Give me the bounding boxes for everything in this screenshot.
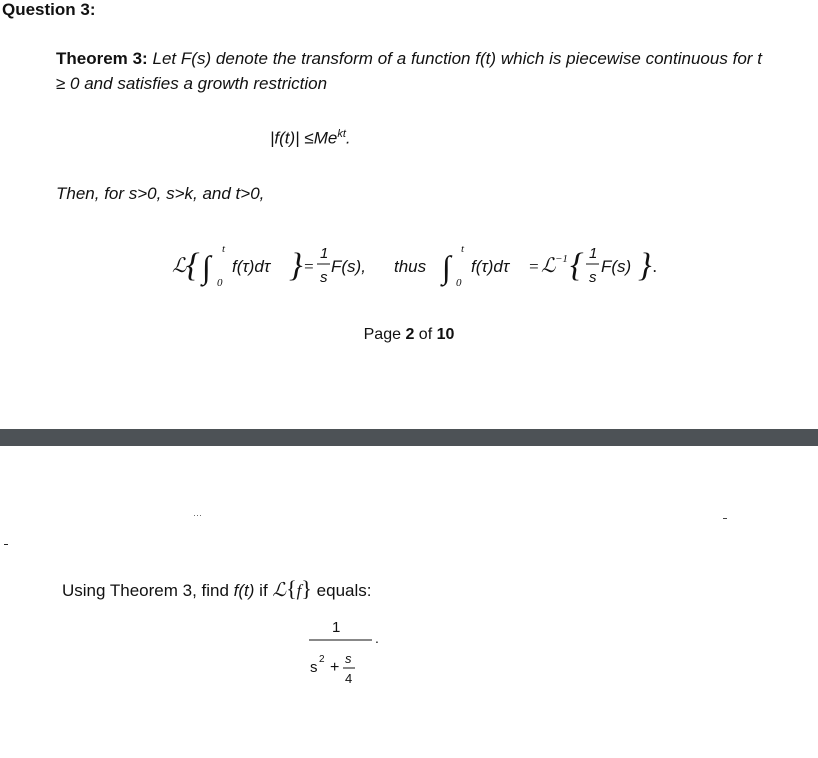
expr-end: . <box>375 630 379 646</box>
laplace-symbol: ℒ <box>172 255 187 277</box>
expr-den-exp: 2 <box>319 654 325 665</box>
page-break-bar <box>0 429 818 446</box>
integral-upper-limit-2: t <box>461 243 465 255</box>
inequality-end: . <box>345 128 351 148</box>
laplace-integral-formula <box>172 236 692 296</box>
inverse-exponent: −1 <box>555 253 568 265</box>
integral-sign: ∫ <box>202 249 211 285</box>
prompt-brace-close: } <box>301 576 312 601</box>
prompt-brace-open: { <box>286 576 297 601</box>
integrand: f(τ)dτ <box>232 257 271 276</box>
equals-sign: = <box>303 257 315 276</box>
integrand-2: f(τ)dτ <box>471 257 510 276</box>
stray-mark-right <box>723 518 727 519</box>
fraction-numerator: 1 <box>320 245 329 262</box>
transform-Fs-2: F(s) <box>601 257 632 276</box>
expr-den-frac-num: s <box>345 651 352 666</box>
stray-marks: ··· <box>193 510 202 520</box>
prompt-text-after: equals: <box>311 581 372 600</box>
integral-lower-limit: 0 <box>217 277 223 289</box>
thus-word: thus <box>394 257 427 276</box>
fraction-denominator-2: s <box>589 269 597 286</box>
left-brace: { <box>186 247 200 284</box>
question-heading: Question 3: <box>2 0 96 19</box>
transform-Fs: F(s), <box>331 257 366 276</box>
expr-den-s: s <box>310 659 318 676</box>
integral-sign-2: ∫ <box>442 249 451 285</box>
prompt-if: if <box>254 581 273 600</box>
inverse-laplace-symbol: ℒ <box>541 255 556 277</box>
inverse-right-brace: } <box>638 247 652 284</box>
inequality-rhs: Me <box>313 128 338 148</box>
inequality-exponent: kt <box>337 128 346 140</box>
prompt-func: f(t) <box>233 581 255 600</box>
right-brace: } <box>289 247 303 284</box>
inverse-left-brace: { <box>570 247 584 284</box>
inequality-op: ≤ <box>304 128 314 148</box>
inequality-lhs: |f(t)| <box>270 128 300 148</box>
prompt-text-before: Using Theorem 3, find <box>62 581 234 600</box>
integral-upper-limit: t <box>222 243 226 255</box>
theorem-label: Theorem 3: <box>56 49 148 68</box>
expr-numerator: 1 <box>332 619 341 636</box>
fraction-numerator-2: 1 <box>589 245 598 262</box>
prompt-f: f <box>296 581 302 600</box>
prompt-laplace-symbol: ℒ <box>272 580 287 601</box>
question-prompt <box>62 576 372 602</box>
formula-end: . <box>653 257 658 276</box>
page-indicator <box>0 326 818 344</box>
conditions-text: Then, for s>0, s>k, and t>0, <box>56 184 265 203</box>
given-expression <box>300 612 380 692</box>
stray-dash-left <box>4 544 8 545</box>
theorem-body: Let F(s) denote the transform of a function f(t) which is piecewise continuous for t ≥ 0 and satisfies a growth restriction <box>56 49 762 93</box>
growth-inequality <box>270 128 351 149</box>
expr-den-plus: + <box>330 659 340 676</box>
page-total: 10 <box>436 326 455 343</box>
page-prefix: Page <box>363 326 406 343</box>
page-current: 2 <box>405 326 415 343</box>
fraction-denominator: s <box>320 269 328 286</box>
integral-lower-limit-2: 0 <box>456 277 462 289</box>
expr-den-frac-den: 4 <box>345 671 353 686</box>
page-sep: of <box>414 326 437 343</box>
theorem-statement <box>56 46 762 96</box>
equals-sign-2: = <box>528 257 540 276</box>
